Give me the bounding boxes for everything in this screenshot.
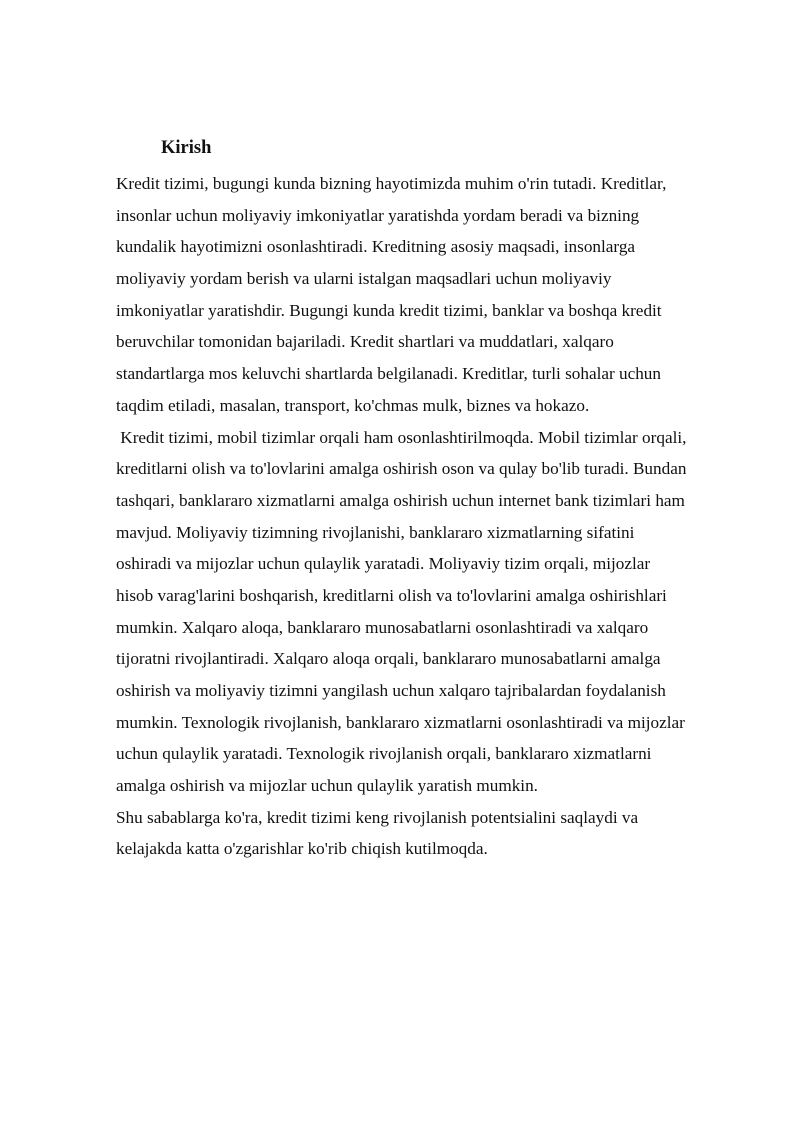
text-line: standartlarga mos keluvchi shartlarda belgilanadi. Kreditlar, turli sohalar uchun bbox=[116, 364, 661, 384]
text-line: Kredit tizimi, mobil tizimlar orqali ham osonlashtirilmoqda. Mobil tizimlar orqali, bbox=[116, 427, 687, 447]
text-line: uchun qulaylik yaratadi. Texnologik rivojlanish orqali, banklararo xizmatlarni bbox=[116, 744, 652, 764]
text-line: Shu sabablarga ko'ra, kredit tizimi keng rivojlanish potentsialini saqlaydi va bbox=[116, 807, 639, 827]
text-line: mumkin. Xalqaro aloqa, banklararo munosabatlarni osonlashtiradi va xalqaro bbox=[116, 617, 649, 637]
text-line: oshiradi va mijozlar uchun qulaylik yaratadi. Moliyaviy tizim orqali, mijozlar bbox=[116, 554, 651, 574]
text-line: kelajakda katta o'zgarishlar ko'rib chiqish kutilmoqda. bbox=[116, 839, 488, 859]
text-line: tijoratni rivojlantiradi. Xalqaro aloqa orqali, banklararo munosabatlarni amalga bbox=[116, 649, 661, 669]
text-line: taqdim etiladi, masalan, transport, ko'chmas mulk, biznes va hokazo. bbox=[116, 395, 590, 415]
text-line: beruvchilar tomonidan bajariladi. Kredit shartlari va muddatlari, xalqaro bbox=[116, 332, 614, 352]
text-line: mavjud. Moliyaviy tizimning rivojlanishi, banklararo xizmatlarning sifatini bbox=[116, 522, 635, 542]
text-line: insonlar uchun moliyaviy imkoniyatlar yaratishda yordam beradi va bizning bbox=[116, 205, 640, 225]
text-line: moliyaviy yordam berish va ularni istalgan maqsadlari uchun moliyaviy bbox=[116, 269, 612, 289]
text-line: imkoniyatlar yaratishdir. Bugungi kunda kredit tizimi, banklar va boshqa kredit bbox=[116, 300, 662, 320]
text-line: Kredit tizimi, bugungi kunda bizning hayotimizda muhim o'rin tutadi. Kreditlar, bbox=[116, 174, 667, 193]
section-heading: Kirish bbox=[161, 138, 212, 158]
text-line: mumkin. Texnologik rivojlanish, banklararo xizmatlarni osonlashtiradi va mijozlar bbox=[116, 712, 685, 732]
text-line: amalga oshirish va mijozlar uchun qulaylik yaratish mumkin. bbox=[116, 776, 538, 796]
text-line: tashqari, banklararo xizmatlarni amalga oshirish uchun internet bank tizimlari ham bbox=[116, 490, 685, 510]
document-body bbox=[116, 168, 756, 865]
text-line: kreditlarni olish va to'lovlarini amalga oshirish oson va qulay bo'lib turadi. Bundan bbox=[116, 459, 687, 479]
text-line: oshirish va moliyaviy tizimni yangilash uchun xalqaro tajribalardan foydalanish bbox=[116, 681, 666, 700]
text-line: kundalik hayotimizni osonlashtiradi. Kreditning asosiy maqsadi, insonlarga bbox=[116, 237, 636, 257]
text-line: hisob varag'larini boshqarish, kreditlarni olish va to'lovlarini amalga oshirishlari bbox=[116, 585, 667, 605]
